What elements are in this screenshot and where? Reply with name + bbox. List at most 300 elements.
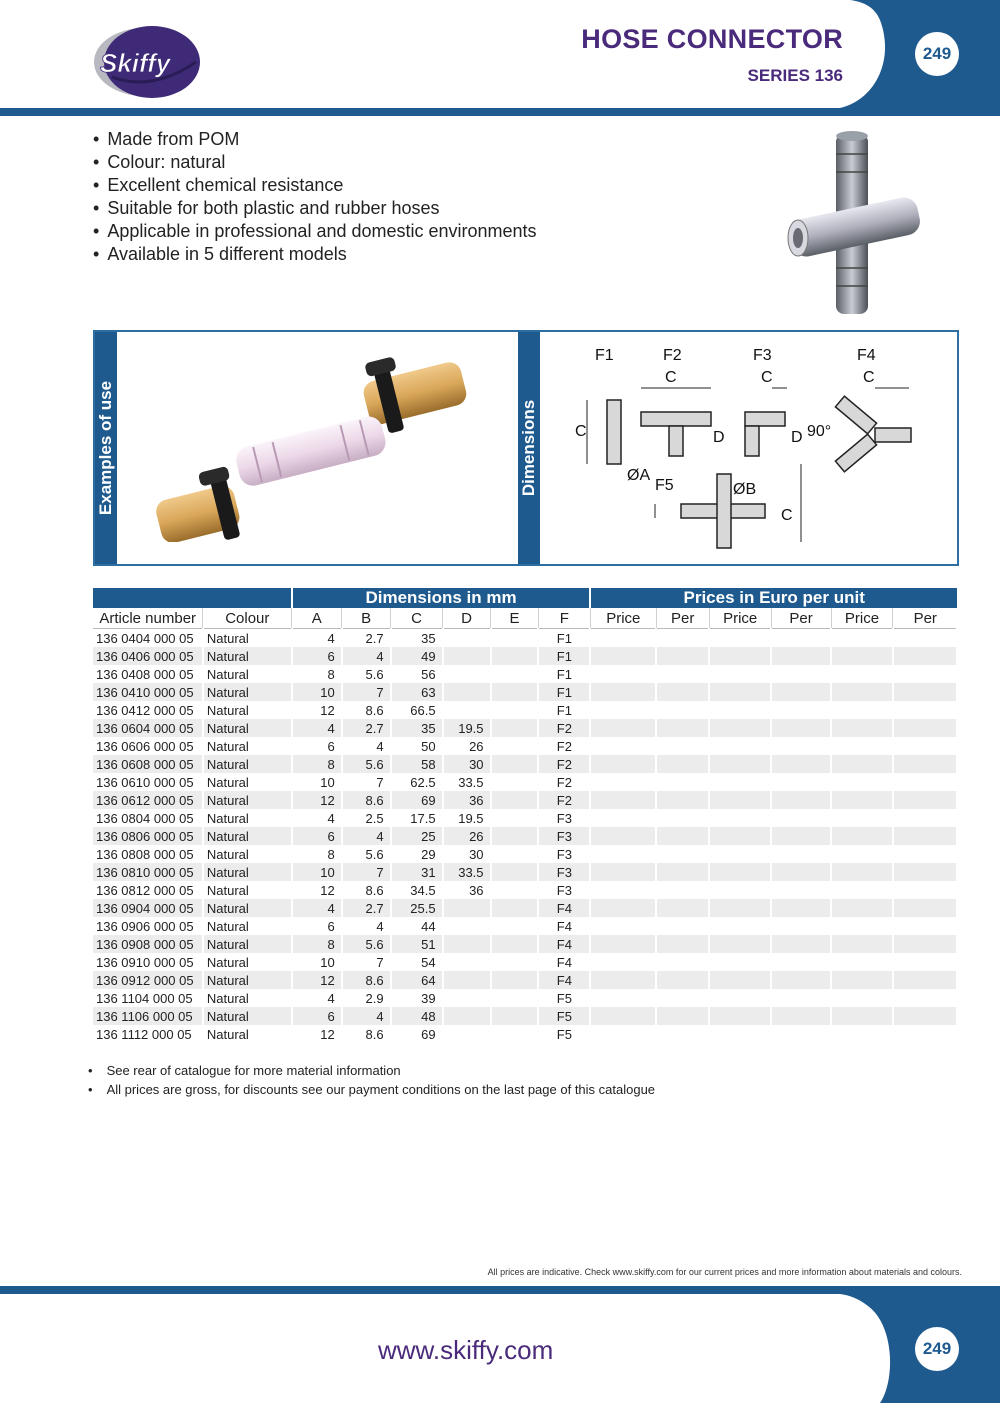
series-subtitle: SERIES 136 (747, 66, 843, 85)
table-cell: 136 0410 000 05 (93, 683, 203, 701)
table-cell: Natural (203, 683, 292, 701)
table-cell (491, 647, 539, 665)
label-angle: 90° (807, 423, 832, 440)
table-cell (491, 845, 539, 863)
table-cell (709, 953, 771, 971)
table-cell: 5.6 (342, 935, 391, 953)
col-header: Price (590, 608, 656, 629)
table-cell: F2 (538, 719, 590, 737)
table-cell: F4 (538, 953, 590, 971)
table-cell (893, 1007, 957, 1025)
notes-list (88, 1061, 655, 1099)
table-cell (443, 989, 491, 1007)
dimensions-diagram (545, 342, 955, 560)
table-cell: Natural (203, 827, 292, 845)
table-cell: 4 (342, 917, 391, 935)
table-cell: 48 (391, 1007, 443, 1025)
table-cell: 36 (443, 791, 491, 809)
table-cell: 7 (342, 953, 391, 971)
table-cell: 6 (292, 917, 342, 935)
table-cell (831, 647, 893, 665)
table-cell: F1 (538, 683, 590, 701)
table-row (93, 809, 957, 827)
table-cell: F5 (538, 989, 590, 1007)
table-cell: F1 (538, 665, 590, 683)
table-row (93, 683, 957, 701)
label-f2: F2 (663, 347, 682, 364)
table-cell: F2 (538, 755, 590, 773)
table-cell: Natural (203, 629, 292, 648)
table-cell: Natural (203, 863, 292, 881)
table-cell (893, 989, 957, 1007)
table-cell: 136 0412 000 05 (93, 701, 203, 719)
table-cell: 44 (391, 917, 443, 935)
table-cell (831, 953, 893, 971)
table-cell (893, 755, 957, 773)
table-cell (709, 1025, 771, 1043)
table-cell (709, 773, 771, 791)
table-cell: Natural (203, 1025, 292, 1043)
table-row (93, 971, 957, 989)
col-header: A (292, 608, 342, 629)
table-cell (491, 989, 539, 1007)
feature-item: • Colour: natural (93, 151, 537, 174)
table-cell: 2.7 (342, 629, 391, 648)
prices-group-header: Prices in Euro per unit (590, 588, 957, 608)
table-cell: 4 (292, 719, 342, 737)
table-cell: F1 (538, 647, 590, 665)
table-cell: F4 (538, 917, 590, 935)
page-title: HOSE CONNECTOR (581, 24, 843, 54)
table-cell (771, 683, 831, 701)
table-cell (771, 881, 831, 899)
table-cell: 4 (292, 629, 342, 648)
table-cell: F3 (538, 863, 590, 881)
table-cell: 2.7 (342, 719, 391, 737)
label-d: D (713, 429, 725, 446)
table-cell: 4 (342, 737, 391, 755)
table-cell: 136 0406 000 05 (93, 647, 203, 665)
table-cell (443, 647, 491, 665)
table-cell: F5 (538, 1007, 590, 1025)
table-row (93, 881, 957, 899)
table-cell: F4 (538, 971, 590, 989)
table-cell (656, 791, 709, 809)
table-cell: F1 (538, 701, 590, 719)
table-cell: 49 (391, 647, 443, 665)
table-cell: F2 (538, 791, 590, 809)
table-row (93, 647, 957, 665)
table-cell: 12 (292, 971, 342, 989)
label-c: C (575, 423, 587, 440)
table-cell (491, 683, 539, 701)
table-cell: 2.7 (342, 899, 391, 917)
table-cell (656, 809, 709, 827)
table-cell (709, 881, 771, 899)
table-cell (491, 1007, 539, 1025)
table-cell (771, 917, 831, 935)
table-cell: 51 (391, 935, 443, 953)
table-row (93, 665, 957, 683)
table-row (93, 845, 957, 863)
table-cell: 34.5 (391, 881, 443, 899)
table-cell (831, 809, 893, 827)
table-cell: 5.6 (342, 665, 391, 683)
table-cell (831, 845, 893, 863)
table-cell (590, 899, 656, 917)
table-cell: 30 (443, 845, 491, 863)
table-cell: 136 0408 000 05 (93, 665, 203, 683)
table-cell: 136 0606 000 05 (93, 737, 203, 755)
label-f4: F4 (857, 347, 876, 364)
feature-item: • Excellent chemical resistance (93, 174, 537, 197)
table-cell: F4 (538, 899, 590, 917)
feature-item: • Applicable in professional and domestic environments (93, 220, 537, 243)
table-cell (893, 971, 957, 989)
feature-item: • Available in 5 different models (93, 243, 537, 266)
table-cell: Natural (203, 773, 292, 791)
col-header: Price (831, 608, 893, 629)
label-c: C (863, 369, 875, 386)
table-cell: 136 0812 000 05 (93, 881, 203, 899)
table-cell (831, 629, 893, 648)
table-cell: F1 (538, 629, 590, 648)
table-cell (771, 737, 831, 755)
col-header: Per (656, 608, 709, 629)
table-cell: 8.6 (342, 881, 391, 899)
table-cell: 66.5 (391, 701, 443, 719)
label-f5: F5 (655, 477, 674, 494)
table-cell (590, 773, 656, 791)
table-cell (656, 719, 709, 737)
table-cell (771, 701, 831, 719)
dimensions-label: Dimensions (518, 332, 540, 564)
table-cell (590, 845, 656, 863)
table-cell: 25 (391, 827, 443, 845)
table-cell (893, 881, 957, 899)
table-cell (656, 827, 709, 845)
table-cell: Natural (203, 917, 292, 935)
table-cell (443, 1007, 491, 1025)
table-cell (893, 935, 957, 953)
table-row (93, 827, 957, 845)
table-cell: Natural (203, 755, 292, 773)
label-c: C (781, 507, 793, 524)
table-cell (491, 809, 539, 827)
table-cell: 10 (292, 953, 342, 971)
table-cell: Natural (203, 971, 292, 989)
table-cell: Natural (203, 989, 292, 1007)
table-cell: F3 (538, 827, 590, 845)
table-cell (656, 683, 709, 701)
table-cell (443, 683, 491, 701)
table-cell (893, 863, 957, 881)
table-cell: 6 (292, 737, 342, 755)
table-row (93, 719, 957, 737)
table-cell (831, 1025, 893, 1043)
table-cell: 136 0804 000 05 (93, 809, 203, 827)
table-cell: 64 (391, 971, 443, 989)
table-cell (656, 935, 709, 953)
table-cell: 6 (292, 827, 342, 845)
table-column-header (93, 608, 957, 629)
table-cell: 136 0604 000 05 (93, 719, 203, 737)
table-cell: 33.5 (443, 863, 491, 881)
table-cell: 10 (292, 863, 342, 881)
col-header: Colour (203, 608, 292, 629)
table-cell (771, 719, 831, 737)
table-cell: Natural (203, 1007, 292, 1025)
table-cell (491, 863, 539, 881)
table-cell: 8 (292, 935, 342, 953)
table-group-header (93, 588, 957, 608)
col-header: C (391, 608, 443, 629)
table-cell: 7 (342, 773, 391, 791)
col-header: E (491, 608, 539, 629)
table-cell: 4 (342, 647, 391, 665)
table-cell: 39 (391, 989, 443, 1007)
table-cell (443, 665, 491, 683)
table-cell (709, 899, 771, 917)
table-cell (893, 719, 957, 737)
note-item: • See rear of catalogue for more material information (88, 1061, 655, 1080)
dimensions-group-header: Dimensions in mm (292, 588, 591, 608)
table-row (93, 1025, 957, 1043)
table-cell (709, 827, 771, 845)
col-header: D (443, 608, 491, 629)
table-cell (590, 971, 656, 989)
table-cell: 136 1106 000 05 (93, 1007, 203, 1025)
table-cell: F5 (538, 1025, 590, 1043)
table-cell (590, 881, 656, 899)
table-cell (656, 845, 709, 863)
col-header: Per (771, 608, 831, 629)
table-cell (831, 755, 893, 773)
table-cell: 35 (391, 629, 443, 648)
table-cell (491, 935, 539, 953)
table-cell: 35 (391, 719, 443, 737)
table-row (93, 899, 957, 917)
table-cell (771, 827, 831, 845)
table-cell: Natural (203, 719, 292, 737)
feature-item: • Made from POM (93, 128, 537, 151)
table-cell (443, 701, 491, 719)
table-body (93, 629, 957, 1044)
table-cell: 10 (292, 683, 342, 701)
table-cell: 17.5 (391, 809, 443, 827)
table-cell: 136 0612 000 05 (93, 791, 203, 809)
table-cell (771, 989, 831, 1007)
table-cell (831, 683, 893, 701)
table-cell: F2 (538, 737, 590, 755)
table-cell: 12 (292, 791, 342, 809)
table-cell: 136 0608 000 05 (93, 755, 203, 773)
table-cell: 4 (342, 827, 391, 845)
feature-item: • Suitable for both plastic and rubber hoses (93, 197, 537, 220)
table-cell (771, 899, 831, 917)
table-cell: 4 (292, 899, 342, 917)
table-cell (771, 773, 831, 791)
table-cell (491, 971, 539, 989)
table-cell: 4 (342, 1007, 391, 1025)
table-cell (709, 989, 771, 1007)
col-header: Article number (93, 608, 203, 629)
table-cell: 8 (292, 665, 342, 683)
table-cell: F3 (538, 881, 590, 899)
table-row (93, 953, 957, 971)
table-cell: 26 (443, 737, 491, 755)
table-cell (656, 953, 709, 971)
table-cell: 10 (292, 773, 342, 791)
table-cell: 8.6 (342, 971, 391, 989)
table-cell: 136 0810 000 05 (93, 863, 203, 881)
table-cell: 25.5 (391, 899, 443, 917)
table-cell (491, 719, 539, 737)
table-cell (590, 827, 656, 845)
table-cell: 69 (391, 1025, 443, 1043)
table-cell (656, 1007, 709, 1025)
table-cell (491, 755, 539, 773)
table-cell: 50 (391, 737, 443, 755)
table-row (93, 755, 957, 773)
table-cell (656, 863, 709, 881)
table-cell: Natural (203, 791, 292, 809)
examples-label: Examples of use (95, 332, 117, 564)
table-cell (771, 845, 831, 863)
table-cell: 58 (391, 755, 443, 773)
table-cell (893, 899, 957, 917)
table-cell: 12 (292, 1025, 342, 1043)
table-cell: 136 0906 000 05 (93, 917, 203, 935)
table-cell: Natural (203, 953, 292, 971)
label-d: D (791, 429, 803, 446)
table-cell: 6 (292, 647, 342, 665)
table-row (93, 989, 957, 1007)
table-cell (443, 899, 491, 917)
table-cell (590, 809, 656, 827)
table-row (93, 935, 957, 953)
table-cell: 136 1112 000 05 (93, 1025, 203, 1043)
table-cell (656, 971, 709, 989)
table-cell: Natural (203, 899, 292, 917)
table-cell: 19.5 (443, 809, 491, 827)
table-cell: 33.5 (443, 773, 491, 791)
table-cell: 12 (292, 881, 342, 899)
table-cell (709, 737, 771, 755)
label-f1: F1 (595, 347, 614, 364)
table-row (93, 629, 957, 648)
table-cell (491, 917, 539, 935)
table-cell (590, 683, 656, 701)
table-cell (656, 1025, 709, 1043)
table-cell (590, 719, 656, 737)
table-cell: 136 0910 000 05 (93, 953, 203, 971)
table-cell (893, 647, 957, 665)
table-cell: 136 0904 000 05 (93, 899, 203, 917)
col-header: Price (709, 608, 771, 629)
table-cell (893, 845, 957, 863)
table-cell (656, 773, 709, 791)
table-cell (443, 1025, 491, 1043)
table-cell: 36 (443, 881, 491, 899)
table-cell (491, 737, 539, 755)
page-number-badge: 249 (915, 32, 959, 76)
table-cell (831, 737, 893, 755)
table-cell: 26 (443, 827, 491, 845)
table-cell: 8.6 (342, 791, 391, 809)
table-cell: 63 (391, 683, 443, 701)
table-cell (590, 629, 656, 648)
table-cell (590, 701, 656, 719)
page-number-badge: 249 (915, 1327, 959, 1371)
table-cell (893, 791, 957, 809)
table-cell (709, 809, 771, 827)
table-cell: 4 (292, 809, 342, 827)
table-cell: 136 1104 000 05 (93, 989, 203, 1007)
table-cell: 6 (292, 1007, 342, 1025)
table-cell: Natural (203, 665, 292, 683)
table-cell (709, 1007, 771, 1025)
table-row (93, 917, 957, 935)
table-cell: 31 (391, 863, 443, 881)
table-row (93, 791, 957, 809)
table-cell (831, 1007, 893, 1025)
table-cell (656, 881, 709, 899)
table-cell: F4 (538, 935, 590, 953)
table-cell (709, 629, 771, 648)
table-cell: 136 0908 000 05 (93, 935, 203, 953)
label-c: C (761, 369, 773, 386)
product-image (770, 128, 940, 318)
table-cell: 8.6 (342, 1025, 391, 1043)
table-cell (656, 899, 709, 917)
website-link[interactable]: www.skiffy.com (378, 1335, 554, 1365)
table-cell (893, 665, 957, 683)
table-cell: Natural (203, 845, 292, 863)
table-cell (893, 737, 957, 755)
table-row (93, 863, 957, 881)
table-cell (491, 773, 539, 791)
table-cell: Natural (203, 809, 292, 827)
table-cell: 4 (292, 989, 342, 1007)
table-cell (590, 989, 656, 1007)
label-a: ØA (627, 467, 651, 484)
table-cell (831, 719, 893, 737)
table-cell (443, 971, 491, 989)
svg-text:Skiffy: Skiffy (100, 48, 171, 78)
table-row (93, 773, 957, 791)
table-cell (590, 791, 656, 809)
table-cell (656, 629, 709, 648)
label-b: ØB (733, 481, 757, 498)
table-cell (831, 899, 893, 917)
table-cell (709, 719, 771, 737)
table-cell (491, 1025, 539, 1043)
table-cell (656, 665, 709, 683)
table-cell (831, 881, 893, 899)
skiffy-logo (92, 22, 204, 100)
table-cell (443, 935, 491, 953)
table-cell (491, 953, 539, 971)
table-cell (590, 737, 656, 755)
table-cell: 8 (292, 755, 342, 773)
table-cell (590, 953, 656, 971)
table-cell: 8.6 (342, 701, 391, 719)
table-cell (831, 935, 893, 953)
table-cell (709, 971, 771, 989)
table-cell (491, 701, 539, 719)
col-header: Per (893, 608, 957, 629)
